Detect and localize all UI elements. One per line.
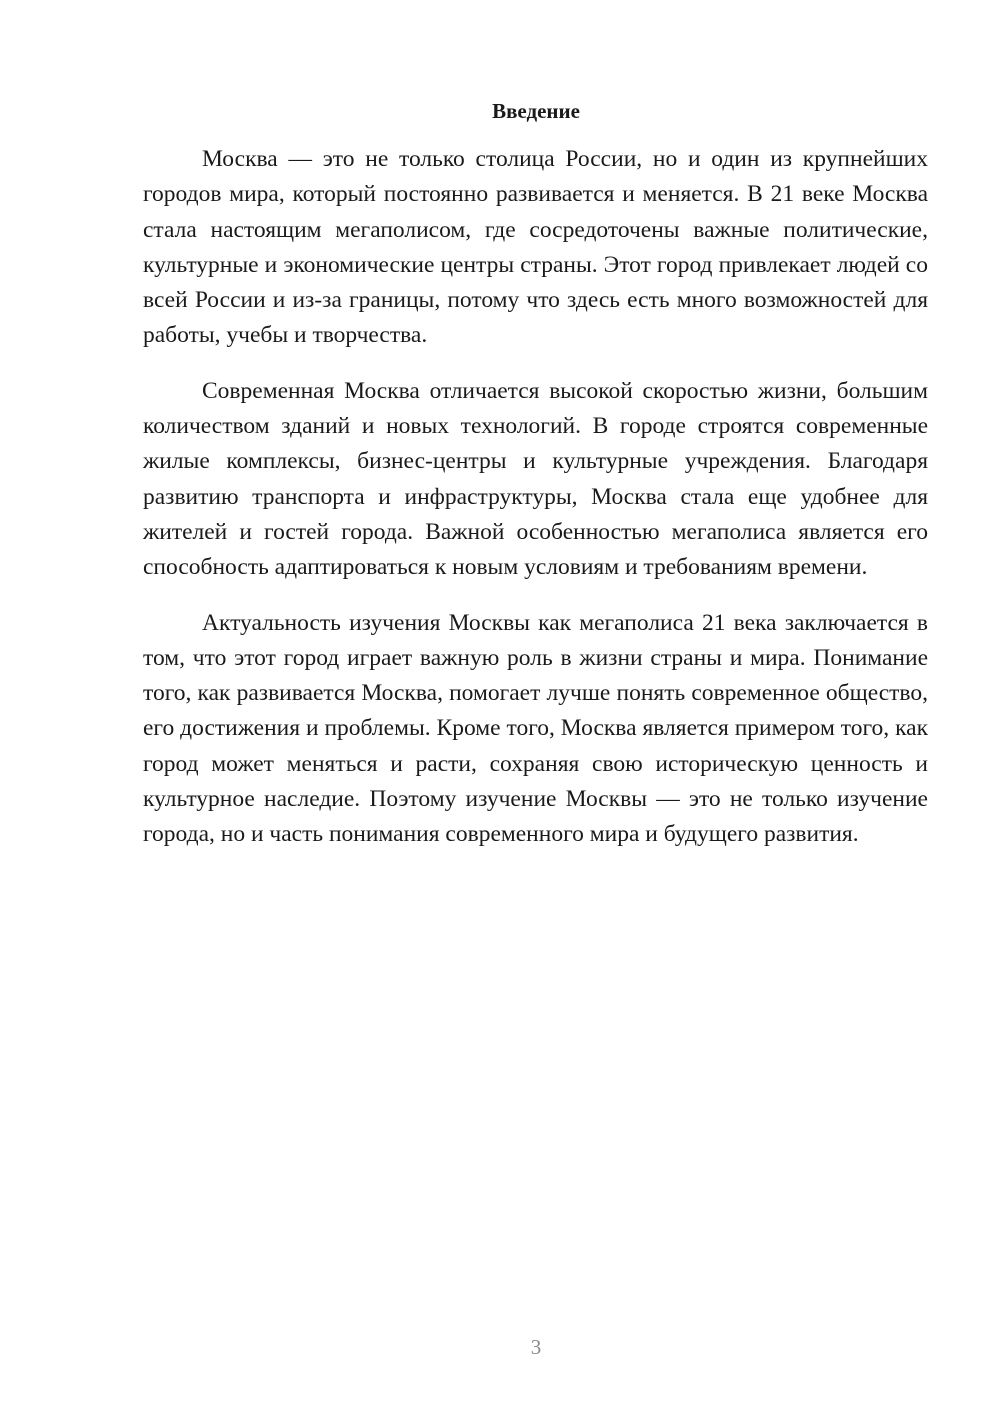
body-text	[143, 142, 928, 873]
paragraph: Москва — это не только столица России, но и один из крупнейших городов мира, который постоянно развивается и меняется. В 21 веке Москва стала настоящим мегаполисом, где сосредоточены важные политические, культурные и экономические центры страны. Этот город привлекает людей со всей России и из-за границы, потому что здесь есть много возможностей для работы, учебы и творчества.	[143, 146, 928, 349]
paragraph: Современная Москва отличается высокой скоростью жизни, большим количеством зданий и новых технологий. В городе строятся современные жилые комплексы, бизнес-центры и культурные учреждения. Благодаря развитию транспорта и инфраструктуры, Москва стала еще удобнее для жителей и гостей города. Важной особенностью мегаполиса является его способность адаптироваться к новым условиям и требованиям времени.	[143, 377, 928, 581]
section-title: Введение	[492, 99, 580, 123]
page-number: 3	[530, 1335, 542, 1359]
paragraph: Актуальность изучения Москвы как мегаполиса 21 века заключается в том, что этот город играет важную роль в жизни страны и мира. Понимание того, как развивается Москва, помогает лучше понять современное общество, его достижения и проблемы. Кроме того, Москва является примером того, как город может меняться и расти, сохраняя свою историческую ценность и культурное наследие. Поэтому изучение Москвы — это не только изучение города, но и часть понимания современного мира и будущего развития.	[143, 609, 928, 848]
